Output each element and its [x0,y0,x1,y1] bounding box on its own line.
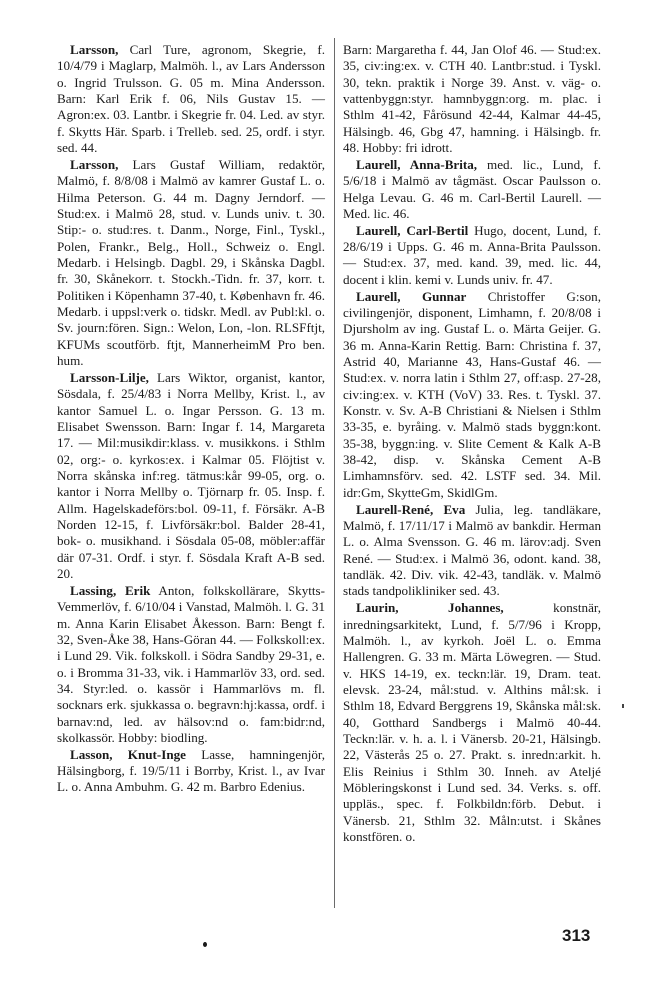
directory-entry [343,42,601,156]
print-speck [203,942,207,947]
entry-headword: Larsson, [70,156,119,172]
entry-headword: Laurell, Gunnar [356,288,467,304]
directory-entry [343,600,601,845]
margin-mark [622,704,624,708]
entry-text: Barn: Margaretha f. 44, Jan Olof 46. — Stud:ex. 35, civ:ing:ex. v. CTH 40. Lantbr:stud. i Tyskl. 30, tekn. praktik i Norge 39. Anst. v. väg- o. vattenbyggn:styr. hamnbyggn:org. m. plac. i Sthlm 41-42, Fårösund 42-44, Kalmar 44-45, Hälsingb. 46, Gbg 47, hamning. i Hälsingb. fr. 48. Hobby: fri idrott. [343,42,601,156]
entry-headword: Lasson, Knut-Inge [70,746,186,762]
right-column [343,42,601,846]
entry-text: Lasse, hamningenjör, Hälsingborg, f. 19/5/11 i Borrby, Krist. l., av Ivar L. o. Anna Ambuhm. G. 42 m. Barbro Edenius. [57,746,325,795]
entry-text: Lars Gustaf William, redaktör, Malmö, f. 8/8/08 i Malmö av kamrer Gustaf L. o. Hilma Peterson. G. 44 m. Dagny Jerndorf. — Stud:ex. i Malmö 28, stud. v. Lunds univ. t. 30. Stip:- o. stud:res. t. Danm., Norge, Finl., Tyskl., Polen, Frankr., Belg., Holl., Schweiz o. Engl. Medarb. i Helsingb. Dagbl. 29, i Skånska Dagbl. fr. 30, Skånekorr. t. Stockh.-Tidn. fr. 37, korr. t. Politiken i Köpenhamn 37-40, t. København fr. 46. Medarb. i uppsl:verk o. tidskr. Medl. av Publ:kl. o. Sv. journ:fören. Sign.: Welon, Lon, -lon. RLSFftjt, KFUMs scoutförb. ftjt, MannerheimM Pro ben. hum. [57,156,325,369]
entry-headword: Lassing, Erik [70,582,151,598]
entry-headword: Laurin, Johannes, [356,600,504,616]
entry-headword: Larsson, [70,42,119,57]
directory-entry [57,157,325,369]
directory-entry [343,289,601,501]
column-divider [334,38,335,908]
directory-entry [57,747,325,796]
directory-entry [343,157,601,222]
page-number: 313 [562,926,591,945]
left-column [57,42,325,796]
entry-text: Christoffer G:son, civilingenjör, disponent, Limhamn, f. 20/8/08 i Djursholm av ing. Gustaf L. o. Märta Geijer. G. 36 m. Anna-Karin Rettig. Barn: Christina f. 37, Astrid 40, Marianne 43, Hans-Gustaf 46. — Stud:ex. v. norra latin i Sthlm 27, off:asp. 27-28, civ:ing:ex. v. KTH (VoV) 33. Res. t. Tyskl. 37. Konstr. v. Sv. A-B Christiani & Nielsen i Sthlm 33-35, e. byråing. v. Malmö stads byggn:kont. 35-38, byggn:ing. v. Slite Cement & Kalk A-B 38-42, disp. v. Skånska Cement A-B Limhamnsförv. sed. 42. LSTF sed. 34. Mil. idr:Gm, SkytteGm, SkidlGm. [343,288,601,500]
entry-text: Carl Ture, agronom, Skegrie, f. 10/4/79 i Maglarp, Malmöh. l., av Lars Andersson o. Ingrid Trulsson. G. 05 m. Mina Andersson. Barn: Karl Erik f. 06, Nils Gustav 15. — Agron:ex. 03. Lantbr. i Skegrie fr. 04. Led. av styr. f. Skytts Här. Sparb. i Trelleb. sed. 25, ordf. i styr. sed. 44. [57,42,325,156]
entry-headword: Laurell, Carl-Bertil [356,222,469,238]
entry-headword: Laurell-René, Eva [356,501,466,517]
entry-text: med. lic., Lund, f. 5/6/18 i Malmö av tågmäst. Oscar Paulsson o. Helga Levau. G. 46 m. Carl-Bertil Laurell. — Med. lic. 46. [343,156,602,221]
entry-text: konstnär, inredningsarkitekt, Lund, f. 5/7/96 i Kropp, Malmöh. l., av kyrkoh. Joël L. o. Emma Hallengren. G. 33 m. Märta Löwegren. — Stud. v. HKS 14-19, ex. teckn:lär. 19, Dram. teat. elevsk. 23-24, mål:stud. v. Althins mål:sk. i Sthlm 18, Edvard Berggrens 19, Skånska mål:sk. 40, Gotthard Sandbergs i Malmö 40-44. Teckn:lär. v. h. a. l. i Vänersb. 20-21, Hälsingb. 22, Västerås 25 o. 27. Prakt. s. inredn:arkit. h. Elis Reinius i Sthlm 30. Inneh. av Ateljé Möbleringskonst i Lund sed. 34. Verks. s. off. uppläs., spec. f. Folkbildn:förb. Debut. i Vänersb. 21, Sthlm 32. Måln:utst. i Skånes konstfören. o. [343,600,601,844]
entry-headword: Laurell, Anna-Brita, [356,156,478,172]
entry-headword: Larsson-Lilje, [70,369,149,385]
directory-entry [57,42,325,156]
directory-entry [57,370,325,582]
entry-text: Lars Wiktor, organist, kantor, Sösdala, f. 25/4/83 i Norra Mellby, Krist. l., av kantor Samuel L. o. Ingar Persson. G. 13 m. Elisabet Swensson. Barn: Ingar f. 14, Margareta 17. — Mil:musikdir:klass. v. musikkons. i Sthlm 02, org:- o. kyrkos:ex. i Kalmar 05. Flöjtist v. Norra skånska inf:reg. tätmus:kår 99-05, org. o. kantor i Norra Mellby o. Tjörnarp fr. 05. Insp. f. Allm. Hagelskadeförs:bol. 09-11, f. Försäkr. A-B Norden 12-15, f. Livförsäkr:bol. Balder 28-41, bok- o. musikhand. i Sösdala 05-08, möbler:affär där 07-31. Ordf. i styr. f. Sösdala Kraft A-B sed. 20. [57,369,325,581]
entry-text: Julia, leg. tandläkare, Malmö, f. 17/11/17 i Malmö av bankdir. Herman L. o. Alma Svensson. G. 46 m. lärov:adj. Sven René. — Stud:ex. i Malmö 36, odont. kand. 38, tandläk. 42. Div. vik. 42-43, tandläk. v. Malmö stads tandpolikliniker sed. 43. [343,501,602,599]
directory-entry [343,502,601,600]
entry-text: Anton, folkskollärare, Skytts-Vemmerlöv, f. 6/10/04 i Vanstad, Malmöh. l. G. 31 m. Anna Karin Elisabet Åkesson. Barn: Bengt f. 32, Sven-Åke 38, Hans-Göran 44. — Folkskoll:ex. i Lund 29. Vik. folkskoll. i Södra Sandby 29-31, e. o. i Bromma 31-33, vik. i Hammarlöv 33, ord. sed. 34. Styr:led. o. kassör i Hammarlövs m. fl. socknars erk. sjukkassa o. begravn:hj:kassa, ordf. i barnav:nd, led. av hälsov:nd o. fam:bidr:nd, skolkassör. Hobby: biodling. [57,582,326,745]
entry-text: Hugo, docent, Lund, f. 28/6/19 i Upps. G. 46 m. Anna-Brita Paulsson. — Stud:ex. 37, med. kand. 39, med. lic. 44, docent i klin. kemi v. Lunds univ. fr. 47. [343,222,602,287]
directory-entry [343,223,601,288]
directory-entry [57,583,325,746]
